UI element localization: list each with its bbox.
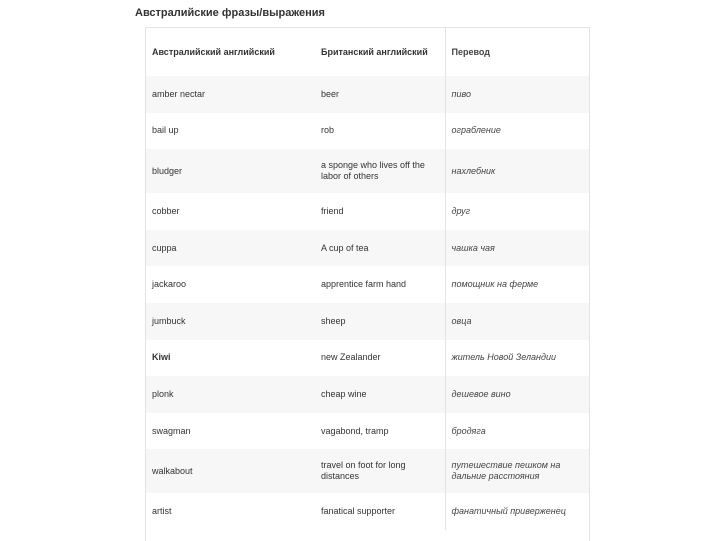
cell-translation: путешествие пешком на дальние расстояния — [445, 449, 589, 493]
page-title: Австралийские фразы/выражения — [135, 7, 325, 19]
table-row — [146, 230, 589, 267]
cell-translation: пиво — [445, 76, 589, 113]
cell-translation: помощник на ферме — [445, 266, 589, 303]
table-row — [146, 76, 589, 113]
cell-british: fanatical supporter — [321, 506, 396, 517]
cell-australian: artist — [152, 506, 172, 517]
table-row — [146, 303, 589, 340]
cell-translation: ограбление — [445, 113, 589, 150]
cell-british: apprentice farm hand — [321, 279, 407, 290]
table-header-row — [146, 28, 589, 76]
cell-british: travel on foot for long distances — [321, 460, 406, 482]
cell-british: rob — [321, 125, 335, 136]
cell-translation: фанатичный приверженец — [445, 493, 589, 530]
table-row — [146, 149, 589, 193]
phrases-table — [146, 28, 589, 530]
table-row — [146, 266, 589, 303]
cell-translation: житель Новой Зеландии — [445, 340, 589, 377]
cell-british: sheep — [321, 315, 346, 326]
header-british: Британский английский — [321, 46, 428, 57]
cell-translation: чашка чая — [445, 230, 589, 267]
cell-british: a sponge who lives off the labor of others — [321, 160, 425, 182]
cell-australian: cuppa — [152, 242, 177, 253]
cell-australian: bail up — [152, 125, 179, 136]
header-australian: Австралийский английский — [152, 46, 275, 57]
cell-australian: walkabout — [152, 465, 193, 476]
cell-british: new Zealander — [321, 352, 381, 363]
cell-translation: дешевое вино — [445, 376, 589, 413]
cell-translation: бродяга — [445, 413, 589, 450]
table-row — [146, 449, 589, 493]
cell-translation: друг — [445, 193, 589, 230]
cell-british: A cup of tea — [321, 242, 369, 253]
table-row — [146, 340, 589, 377]
cell-british: cheap wine — [321, 388, 367, 399]
cell-australian: swagman — [152, 425, 191, 436]
cell-australian: bludger — [152, 165, 183, 176]
cell-australian: cobber — [152, 205, 180, 216]
table-row — [146, 113, 589, 150]
cell-translation: нахлебник — [445, 149, 589, 193]
table-row — [146, 376, 589, 413]
cell-british: beer — [321, 88, 340, 99]
cell-australian: jackaroo — [152, 279, 187, 290]
cell-australian: jumbuck — [152, 315, 186, 326]
cell-british: friend — [321, 205, 344, 216]
phrases-table-container — [145, 27, 590, 541]
table-row — [146, 493, 589, 530]
table-row — [146, 413, 589, 450]
cell-translation: овца — [445, 303, 589, 340]
table-row — [146, 193, 589, 230]
cell-australian: plonk — [152, 388, 174, 399]
cell-british: vagabond, tramp — [321, 425, 389, 436]
cell-australian: amber nectar — [152, 88, 206, 99]
cell-australian: Kiwi — [152, 352, 171, 363]
header-translation: Перевод — [445, 28, 589, 76]
